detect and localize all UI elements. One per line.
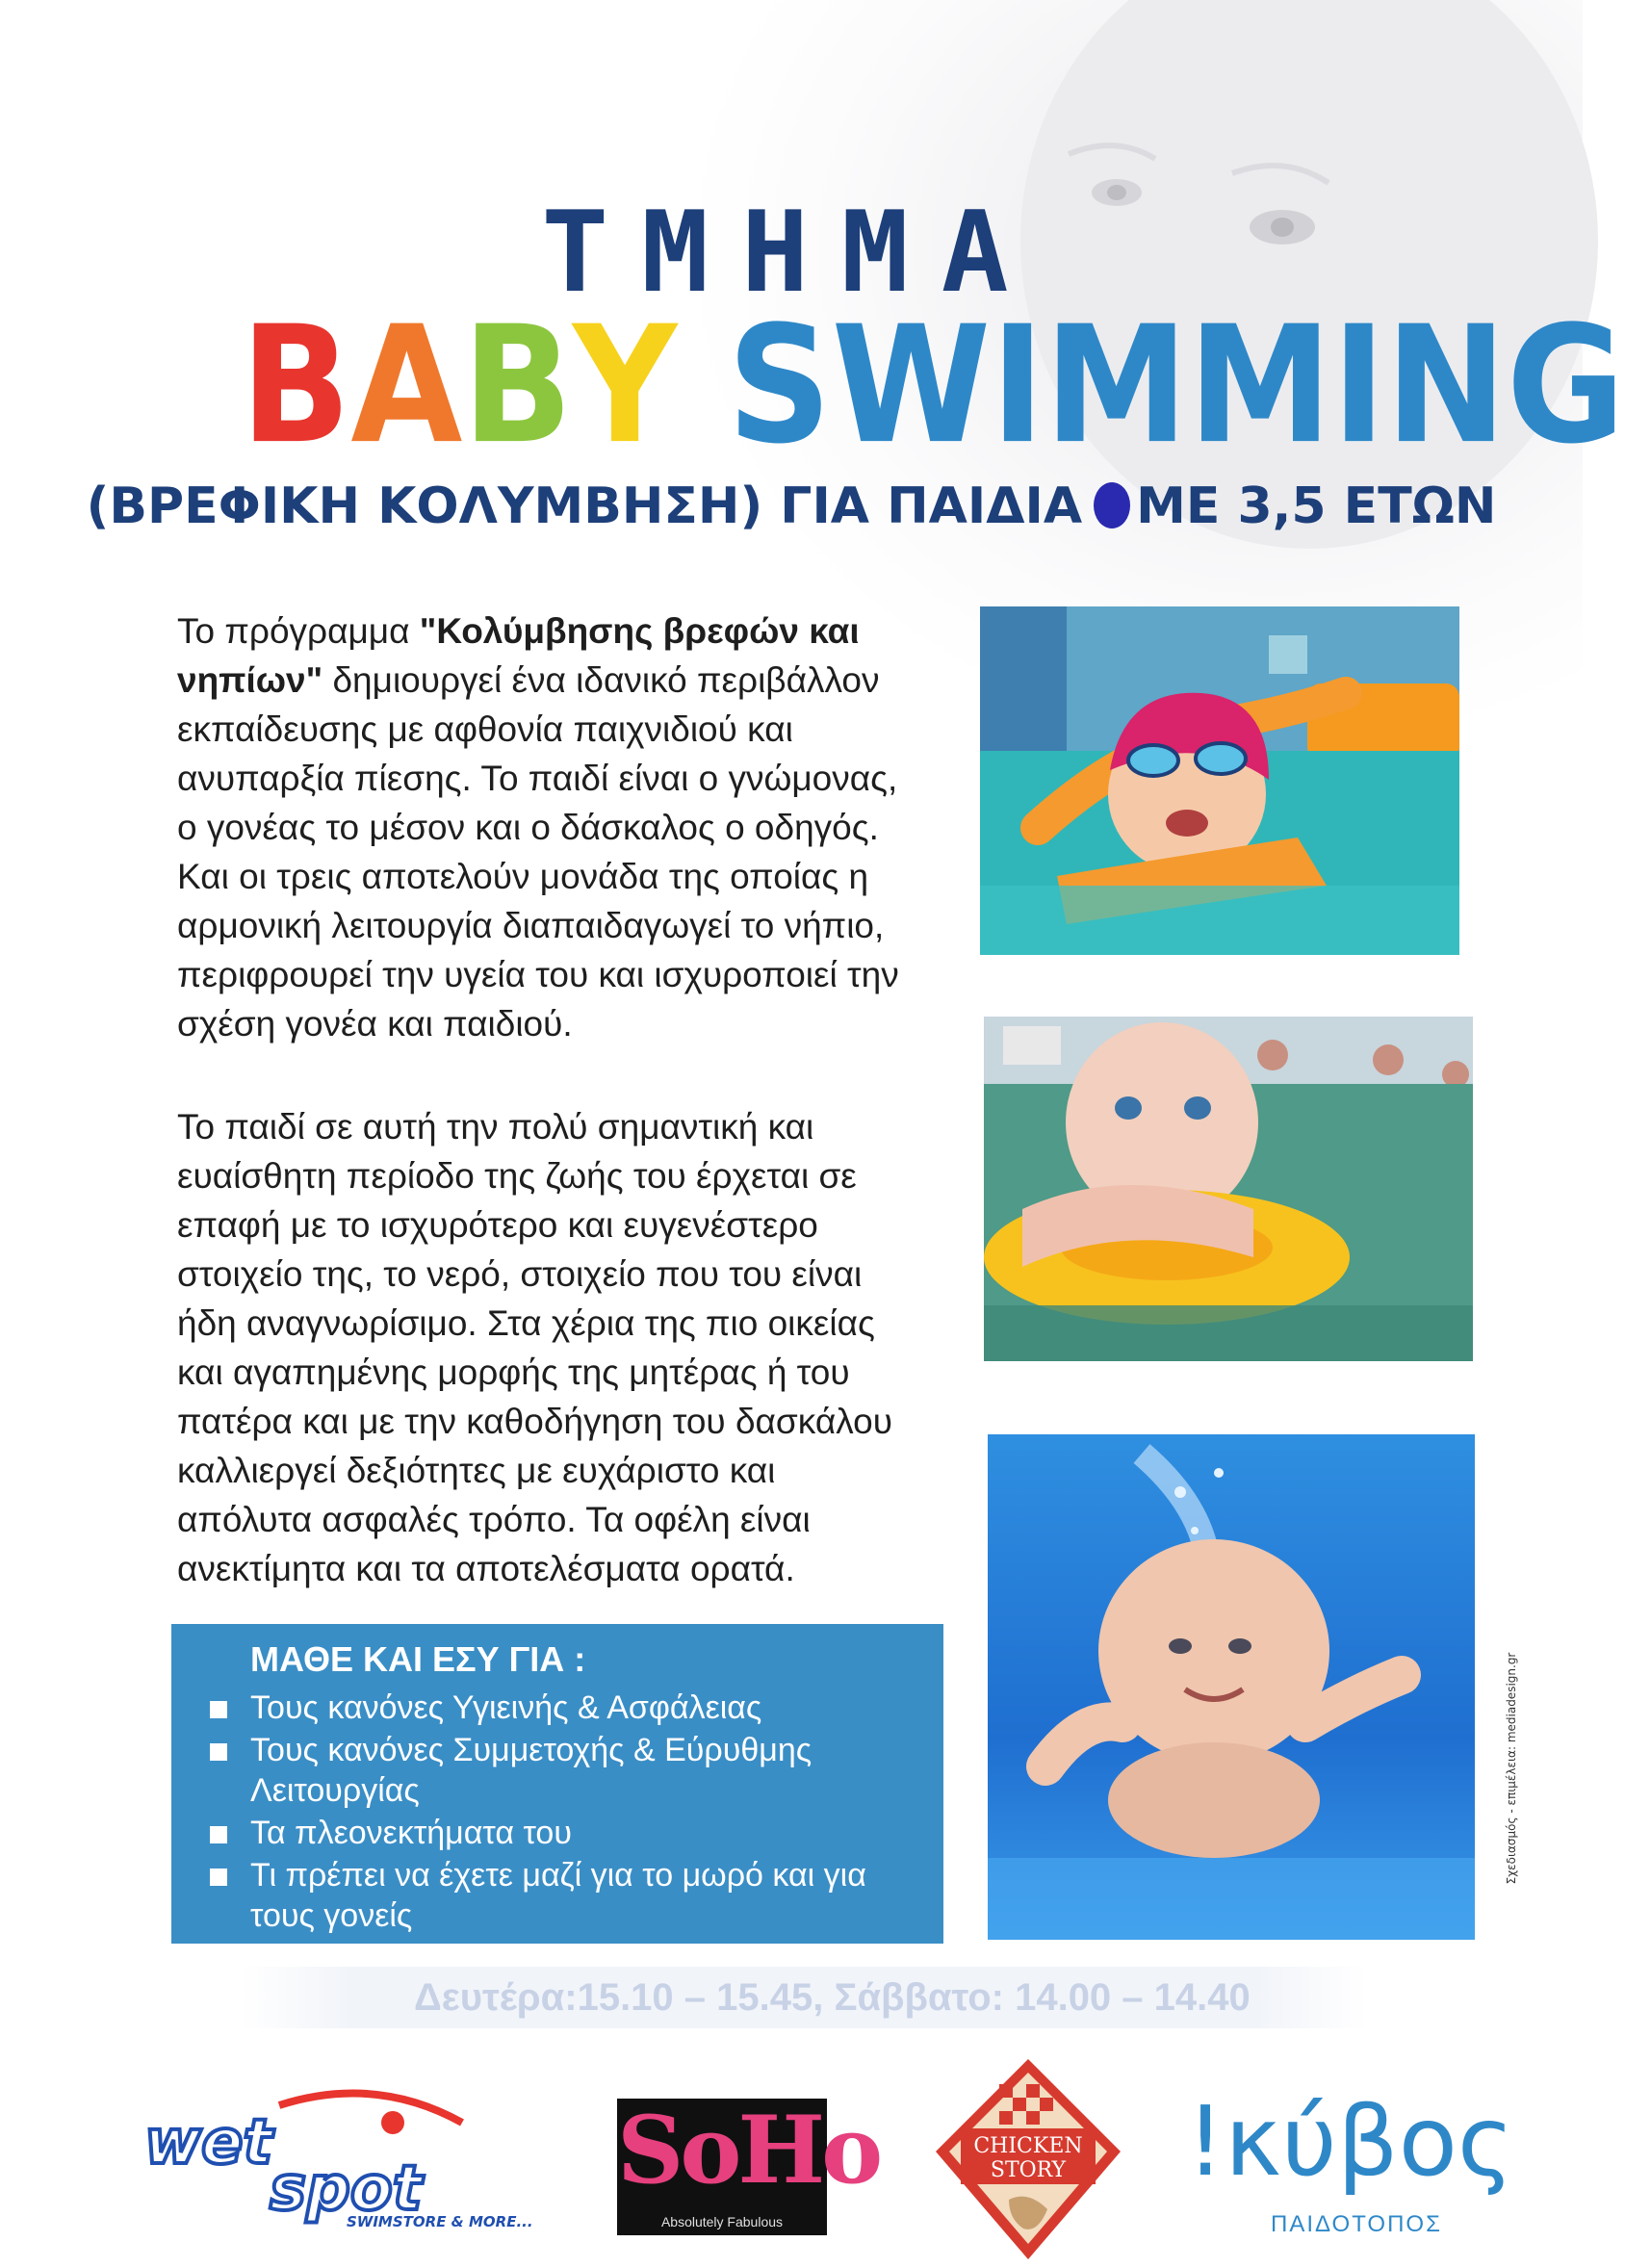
chicken-line1: CHICKEN (973, 2134, 1083, 2158)
schedule-banner (241, 1967, 1367, 2028)
photo-baby-with-cap (980, 606, 1459, 955)
learn-box-item (210, 1813, 922, 1853)
learn-box-item (210, 1855, 922, 1936)
paragraph-program-intro: Το πρόγραμμα (177, 611, 420, 651)
title-letter: M (1188, 292, 1332, 480)
learn-box-item (210, 1688, 922, 1728)
soho-tagline: Absolutely Fabulous (660, 2214, 784, 2229)
wetspot-logo (135, 2084, 539, 2229)
paragraph-program (177, 606, 918, 1048)
title-letter: N (1385, 292, 1507, 480)
kubos-logo (1182, 2085, 1514, 2248)
design-credit-text: Σχεδιασμός - επιμέλεια: mediadesign.gr (1505, 1652, 1518, 1885)
title-letter: W (831, 292, 992, 480)
paragraph-program-rest: δημιουργεί ένα ιδανικό περιβάλλον εκπαίδευσης με αφθονία παιχνιδιού και ανυπαρξία πίεσης. Το παιδί είναι ο γνώμονας, ο γονέας το μέσον και ο δάσκαλος ο οδηγός. Και οι τρεις αποτελούν μονάδα της οποίας η αρμονική λειτουργία διαπαιδαγωγεί το νήπιο, περιφρουρεί την υγεία του και ισχυροποιεί την σχέση γονέα και παιδιού. (177, 660, 899, 1044)
square-bullet-icon (210, 1743, 227, 1761)
title-subline-after: ΜΕ 3,5 ΕΤΩΝ (1136, 477, 1497, 535)
wetspot-line2: spot (270, 2153, 423, 2225)
title-line-tmima: ΤΜΗΜΑ (541, 188, 1042, 318)
soho-name: SoHo (617, 2096, 880, 2204)
chicken-line2: STORY (990, 2158, 1067, 2182)
blue-circle-mark (1094, 482, 1130, 528)
learn-box-item-text: Τους κανόνες Συμμετοχής & Εύρυθμης Λειτουργίας (250, 1732, 812, 1809)
photo-baby-underwater (988, 1434, 1475, 1940)
learn-box-list (210, 1688, 922, 1938)
title-baby-swimming (241, 292, 1625, 480)
title-letter: B (241, 292, 351, 480)
learn-box-item-text: Τους κανόνες Υγιεινής & Ασφάλειας (250, 1689, 762, 1726)
soho-logo (617, 2096, 880, 2235)
title-letter: G (1506, 292, 1625, 480)
kubos-name: !κύβος (1186, 2085, 1514, 2198)
wetspot-tagline: SWIMSTORE & MORE... (347, 2213, 533, 2230)
square-bullet-icon (210, 1826, 227, 1843)
wetspot-line1: wet (144, 2107, 273, 2178)
learn-box-item-text: Τι πρέπει να έχετε μαζί για το μωρό και για τους γονείς (250, 1857, 866, 1934)
square-bullet-icon (210, 1701, 227, 1718)
paragraph-child: Το παιδί σε αυτή την πολύ σημαντική και ευαίσθητη περίοδο της ζωής του έρχεται σε επαφή με το ισχυρότερο και ευγενέστερο στοιχείο της, το νερό, στοιχείο που του είναι ήδη αναγνωρίσιμο. Στα χέρια της πιο οικείας και αγαπημένης μορφής της μητέρας ή του πατέρα και με την καθοδήγηση του δασκάλου καλλιεργεί δεξιότητες με ευχάριστο και απόλυτα ασφαλές τρόπο. Τα οφέλη είναι ανεκτίμητα και τα αποτελέσματα ορατά. (177, 1107, 892, 1588)
title-letter: I (991, 292, 1045, 480)
learn-box-heading: ΜΑΘΕ ΚΑΙ ΕΣΥ ΓΙΑ : (250, 1639, 586, 1679)
learn-box (171, 1624, 943, 1944)
schedule-text: Δευτέρα:15.10 – 15.45, Σάββατο: 14.00 – 14.40 (414, 1976, 1251, 2019)
title-letter: S (727, 292, 832, 480)
photo-baby-with-ring (984, 1017, 1473, 1361)
paragraph-program-bold: "Κολύμβησης βρεφών και νηπίων" (177, 611, 860, 700)
design-credit (1492, 1598, 1531, 1964)
learn-box-item-text: Τα πλεονεκτήματα του (250, 1815, 572, 1851)
chicken-story-logo (932, 2055, 1124, 2262)
title-letter: M (1044, 292, 1189, 480)
learn-box-item (210, 1730, 922, 1811)
kubos-subtitle: ΠΑΙΔΟΤΟΠΟΣ (1271, 2211, 1442, 2237)
title-letter: A (350, 292, 463, 480)
title-letter: B (462, 292, 573, 480)
title-letter: Y (572, 292, 678, 480)
title-subline-before: (ΒΡΕΦΙΚΗ ΚΟΛΥΜΒΗΣΗ) ΓΙΑ ΠΑΙΔΙΑ (86, 477, 1083, 535)
title-letter (677, 305, 727, 467)
title-subline (0, 477, 1583, 536)
title-letter: I (1331, 292, 1386, 480)
square-bullet-icon (210, 1869, 227, 1886)
